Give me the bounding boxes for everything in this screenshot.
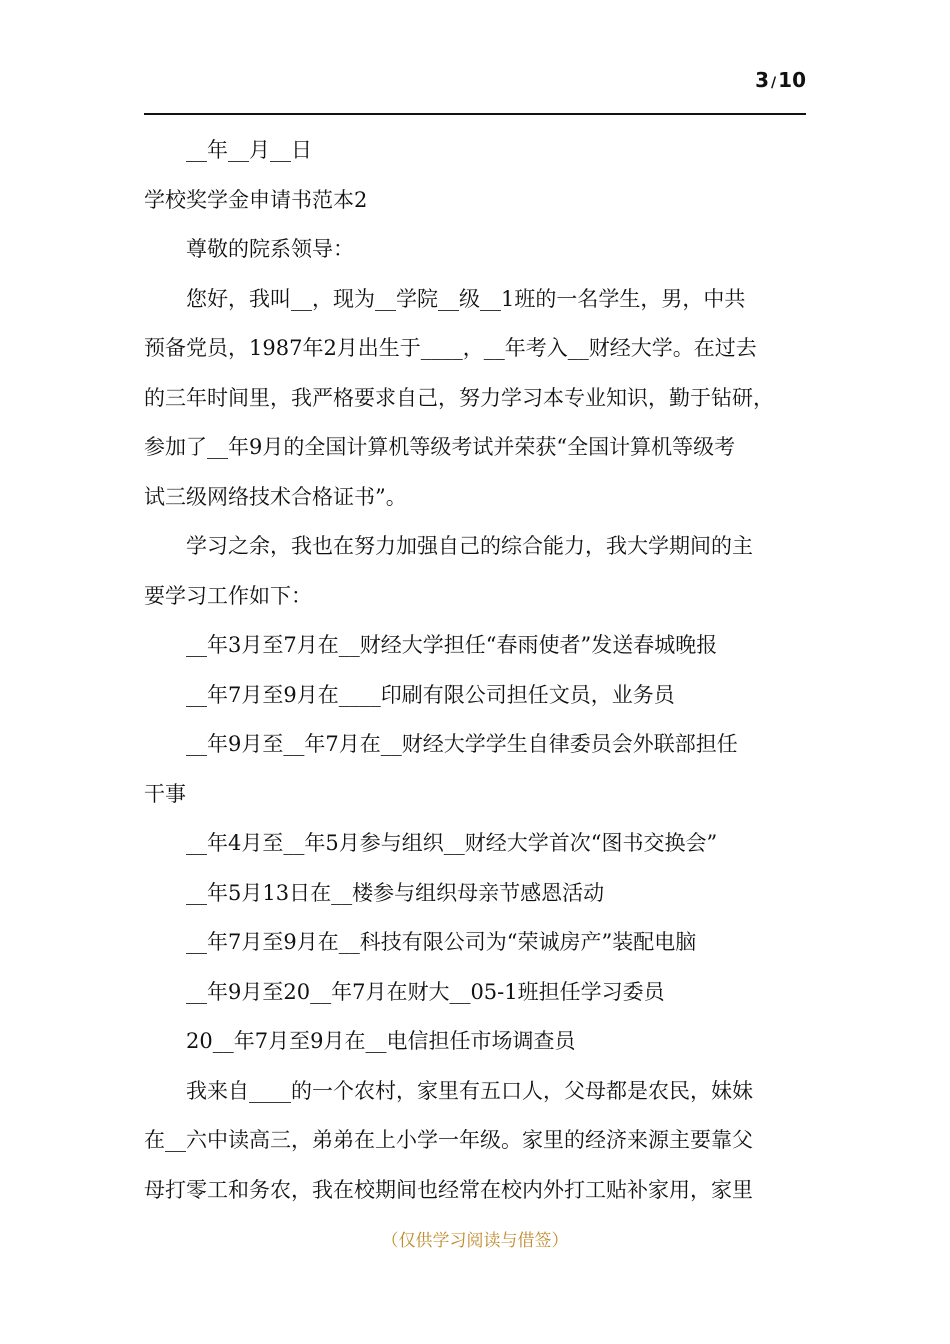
header-rule [144, 113, 806, 115]
paragraph-line: 学习之余，我也在努力加强自己的综合能力，我大学期间的主 [144, 534, 753, 558]
paragraph-line: 参加了__年9月的全国计算机等级考试并荣获“全国计算机等级考 [144, 435, 736, 459]
paragraph-line: 母打零工和务农，我在校期间也经常在校内外打工贴补家用，家里 [144, 1177, 753, 1202]
paragraph-line: 要学习工作如下： [144, 583, 312, 608]
experience-item: 干事 [144, 781, 186, 806]
paragraph-line: 我来自____的一个农村，家里有五口人，父母都是农民，妹妹 [144, 1078, 753, 1103]
paragraph-line: 试三级网络技术合格证书”。 [144, 484, 407, 509]
salutation: 尊敬的院系领导： [144, 237, 354, 261]
paragraph-line: 预备党员，1987年2月出生于____，__年考入__财经大学。在过去 [144, 336, 757, 360]
paragraph-line: 您好，我叫__，现为__学院__级__1班的一名学生，男，中共 [144, 286, 746, 311]
experience-item: __年5月13日在__楼参与组织母亲节感恩活动 [144, 880, 605, 905]
page-current: 3 [755, 68, 770, 92]
date-line: __年__月__日 [144, 138, 312, 162]
page-number [755, 68, 806, 92]
experience-item: __年4月至__年5月参与组织__财经大学首次“图书交换会” [144, 831, 718, 855]
document-body [144, 126, 806, 1215]
section-title: 学校奖学金申请书范本2 [144, 187, 368, 212]
page-total: 10 [778, 68, 806, 92]
paragraph-line: 在__六中读高三，弟弟在上小学一年级。家里的经济来源主要靠父 [144, 1128, 753, 1152]
paragraph-line: 的三年时间里，我严格要求自己，努力学习本专业知识，勤于钻研， [144, 385, 774, 410]
experience-item: 20__年7月至9月在__电信担任市场调查员 [144, 1029, 576, 1053]
page-separator: / [771, 75, 777, 91]
experience-item: __年9月至__年7月在__财经大学学生自律委员会外联部担任 [144, 732, 738, 756]
footer-note: （仅供学习阅读与借签） [381, 1231, 569, 1251]
experience-item: __年9月至20__年7月在财大__05-1班担任学习委员 [144, 979, 665, 1004]
experience-item: __年7月至9月在____印刷有限公司担任文员，业务员 [144, 682, 675, 707]
experience-item: __年7月至9月在__科技有限公司为“荣诚房产”装配电脑 [144, 930, 697, 954]
experience-item: __年3月至7月在__财经大学担任“春雨使者”发送春城晚报 [144, 633, 718, 657]
